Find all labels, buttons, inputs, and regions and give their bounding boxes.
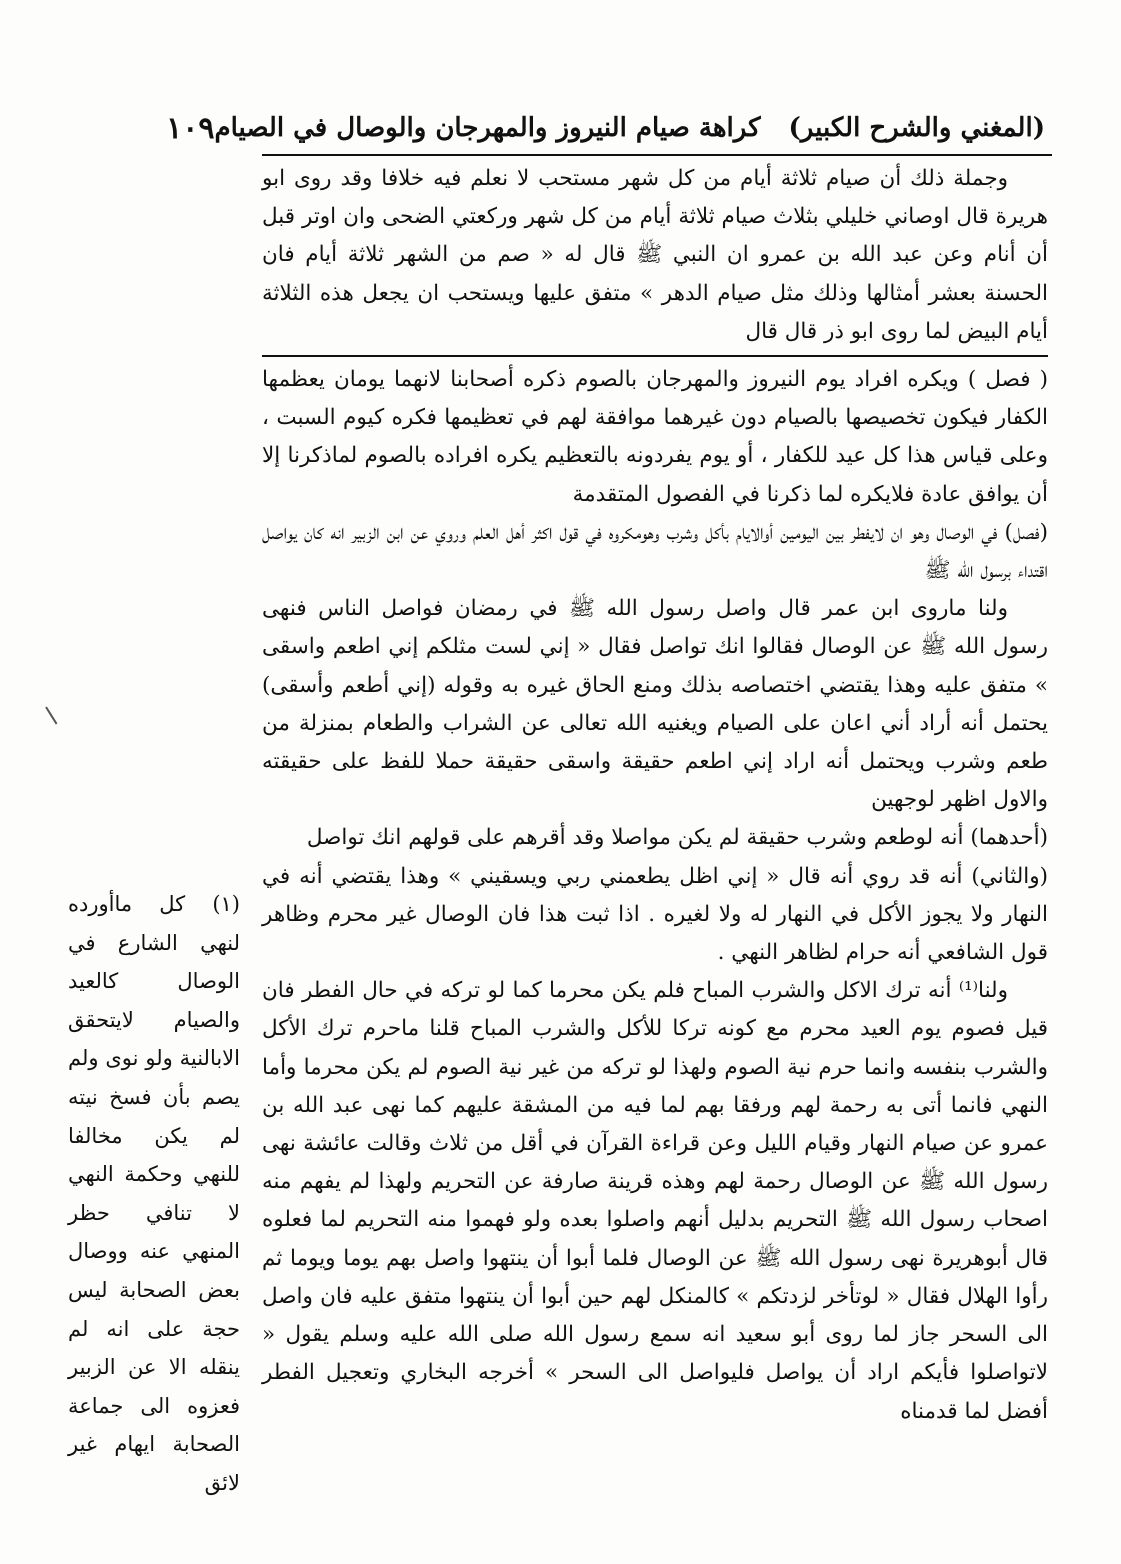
footnote-column — [68, 885, 240, 1503]
paragraph-second-reason: (والثاني) أنه قد روي أنه قال « إني اظل يطعمني ربي ويسقيني » وهذا يقتضي أنه في النهار ولا يجوز الأكل في النهار له ولا لغيره . اذا ثبت هذا فان الوصال غير محرم وظاهر قول الشافعي أنه حرام لظاهر النهي . — [262, 863, 1048, 966]
stray-pen-mark — [45, 706, 57, 724]
paragraph-wisal-intro: (فصل) في الوصال وهو ان لايفطر بين اليومين أوالايام بأكل وشرب وهومكروه في قول اكثر أهل العلم وروي عن ابن الزبير انه كان يواصل اقتداء برسول الله ﷺ — [262, 519, 1048, 584]
main-text — [262, 160, 1048, 1431]
running-header — [166, 104, 1045, 152]
paragraph-argument: ولنا⁽¹⁾ أنه ترك الاكل والشرب المباح فلم يكن محرما كما لو تركه في حال الفطر فان قيل فصوم يوم العيد محرم مع كونه تركا للأكل والشرب المباح قلنا ماحرم ترك الأكل والشرب بنفسه وانما حرم نية الصوم ولهذا لو تركه من غير نية الصوم لم يكن محرما وأما النهي فانما أتى به رحمة لهم ورفقا بهم لما فيه من المشقة عليهم كما نهى عبد الله بن عمرو عن صيام النهار وقيام الليل وعن قراءة القرآن في أقل من ثلاث وقالت عائشة نهى رسول الله ﷺ عن الوصال رحمة لهم وهذه قرينة صارفة عن التحريم ولهذا لم يفهم منه اصحاب رسول الله ﷺ التحريم بدليل أنهم واصلوا بعده ولو فهموا منه التحريم لما فعلوه قال أبوهريرة نهى رسول الله ﷺ عن الوصال فلما أبوا أن ينتهوا واصل بهم يوما ويوما ثم رأوا الهلال فقال « لوتأخر لزدتكم » كالمنكل لهم حين أبوا أن ينتهوا متفق عليه فان واصل الى السحر جاز لما روى أبو سعيد انه سمع رسول الله صلى الله عليه وسلم يقول « لاتواصلوا فأيكم اراد أن يواصل فليواصل الى السحر » أخرجه البخاري وتعجيل الفطر أفضل لما قدمناه — [262, 978, 1048, 1424]
chapter-title: كراهة صيام النيروز والمهرجان والوصال في الصيام — [214, 113, 761, 143]
paragraph-first-reason: (أحدهما) أنه لوطعم وشرب حقيقة لم يكن مواصلا وقد أقرهم على قولهم انك تواصل — [306, 825, 1048, 851]
page-number: ١٠٩ — [166, 110, 215, 146]
footnote-text: (١) كل ماأورده لنهي الشارع في الوصال كالعيد والصيام لايتحقق الابالنية ولو نوى ولم يصم بأن فسخ نيته لم يكن مخالفا للنهي وحكمة النهي لا تنافي حظر المنهي عنه ووصال بعض الصحابة ليس حجة على انه لم ينقله الا عن الزبير فعزوه الى جماعة الصحابة ايهام غير لائق — [68, 892, 240, 1495]
section-divider — [262, 355, 1048, 357]
paragraph-ibn-umar: ولنا ماروى ابن عمر قال واصل رسول الله ﷺ في رمضان فواصل الناس فنهى رسول الله ﷺ عن الوصال فقالوا انك تواصل فقال « إني لست مثلكم إني اطعم واسقى » متفق عليه وهذا يقتضي اختصاصه بذلك ومنع الحاق غيره به وقوله (إني أطعم وأسقى) يحتمل أنه أراد أني اعان على الصيام ويغنيه الله تعالى عن الشراب والطعام بمنزلة من طعم وشرب ويحتمل أنه اراد إني اطعم حقيقة واسقى حقيقة حملا للفظ على حقيقته والاول اظهر لوجهين — [262, 596, 1048, 813]
book-title: (المغني والشرح الكبير) — [788, 113, 1045, 143]
paragraph-nayruz: ( فصل ) ويكره افراد يوم النيروز والمهرجان بالصوم ذكره أصحابنا لانهما يومان يعظمها الكفار فيكون تخصيصها بالصيام دون غيرهما موافقة لهم في تعظيمها فكره كيوم السبت ، وعلى قياس هذا كل عيد للكفار ، أو يوم يفردونه بالتعظيم يكره افراده بالصوم لماذكرنا إلا أن يوافق عادة فلايكره لما ذكرنا في الفصول المتقدمة — [262, 367, 1048, 507]
header-rule — [262, 154, 1052, 156]
paragraph-intro: وجملة ذلك أن صيام ثلاثة أيام من كل شهر مستحب لا نعلم فيه خلافا وقد روى ابو هريرة قال اوصاني خليلي بثلاث صيام ثلاثة أيام من كل شهر وركعتي الضحى وان اوتر قبل أن أنام وعن عبد الله بن عمرو ان النبي ﷺ قال له « صم من الشهر ثلاثة أيام فان الحسنة بعشر أمثالها وذلك مثل صيام الدهر » متفق عليها ويستحب ان يجعل هذه الثلاثة أيام البيض لما روى ابو ذر قال قال — [262, 166, 1048, 344]
